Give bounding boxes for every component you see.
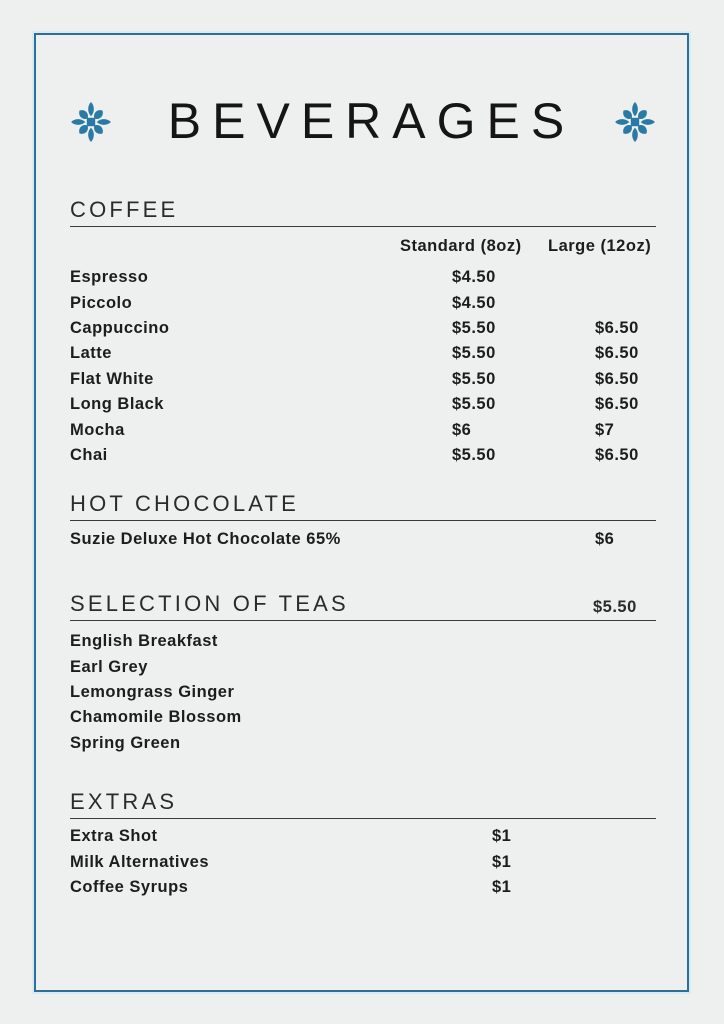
menu-item-row bbox=[70, 265, 656, 290]
menu-header bbox=[70, 94, 656, 149]
price-large: $7 bbox=[595, 420, 615, 439]
menu-item-row bbox=[70, 824, 656, 849]
florette-icon bbox=[70, 101, 112, 143]
price-large: $6.50 bbox=[595, 369, 639, 388]
price-standard: $5.50 bbox=[452, 369, 496, 388]
menu-item-row bbox=[70, 443, 656, 468]
item-name: Flat White bbox=[70, 369, 154, 388]
item-name: Spring Green bbox=[70, 733, 181, 752]
menu-item-row bbox=[70, 680, 656, 705]
price-large: $6.50 bbox=[595, 445, 639, 464]
price-standard: $5.50 bbox=[452, 318, 496, 337]
item-name: Espresso bbox=[70, 268, 149, 287]
menu-item-row bbox=[70, 392, 656, 417]
item-name: Extra Shot bbox=[70, 827, 158, 846]
section-heading bbox=[70, 593, 656, 621]
price-column-headers bbox=[70, 237, 656, 256]
tea-items bbox=[70, 629, 656, 756]
item-name: Mocha bbox=[70, 420, 125, 439]
menu-item-row bbox=[70, 849, 656, 874]
price-extra: $1 bbox=[492, 877, 512, 896]
menu-item-row bbox=[70, 527, 656, 552]
menu-item-row bbox=[70, 731, 656, 756]
menu-item-row bbox=[70, 629, 656, 654]
section-heading: COFFEE bbox=[70, 199, 656, 227]
price-large: $6 bbox=[595, 530, 615, 549]
item-name: English Breakfast bbox=[70, 632, 218, 651]
price-standard: $5.50 bbox=[452, 344, 496, 363]
menu-item-row bbox=[70, 705, 656, 730]
spacer bbox=[70, 237, 400, 256]
item-name: Long Black bbox=[70, 395, 164, 414]
section-coffee bbox=[70, 199, 656, 468]
menu-item-row bbox=[70, 654, 656, 679]
item-name: Earl Grey bbox=[70, 657, 148, 676]
florette-icon bbox=[614, 101, 656, 143]
price-large: $6.50 bbox=[595, 318, 639, 337]
menu-item-row bbox=[70, 316, 656, 341]
item-name: Chamomile Blossom bbox=[70, 708, 242, 727]
price-standard: $6 bbox=[452, 420, 472, 439]
menu-item-row bbox=[70, 367, 656, 392]
section-teas bbox=[70, 593, 656, 756]
price-extra: $1 bbox=[492, 827, 512, 846]
item-name: Suzie Deluxe Hot Chocolate 65% bbox=[70, 530, 341, 549]
item-name: Milk Alternatives bbox=[70, 852, 210, 871]
menu-item-row bbox=[70, 417, 656, 442]
price-standard: $4.50 bbox=[452, 293, 496, 312]
price-large: $6.50 bbox=[595, 344, 639, 363]
column-header-standard: Standard (8oz) bbox=[400, 237, 522, 255]
menu-item-row bbox=[70, 290, 656, 315]
section-extras bbox=[70, 791, 656, 900]
price-standard: $4.50 bbox=[452, 268, 496, 287]
extras-items bbox=[70, 824, 656, 900]
menu-item-row bbox=[70, 341, 656, 366]
price-extra: $1 bbox=[492, 852, 512, 871]
page-title: BEVERAGES bbox=[167, 93, 576, 149]
price-large: $6.50 bbox=[595, 395, 639, 414]
price-teas: $5.50 bbox=[593, 597, 637, 616]
item-name: Chai bbox=[70, 445, 108, 464]
item-name: Lemongrass Ginger bbox=[70, 682, 235, 701]
item-name: Coffee Syrups bbox=[70, 877, 189, 896]
section-hot-chocolate bbox=[70, 493, 656, 552]
item-name: Latte bbox=[70, 344, 112, 363]
coffee-items bbox=[70, 265, 656, 468]
price-standard: $5.50 bbox=[452, 395, 496, 414]
section-heading: EXTRAS bbox=[70, 791, 656, 819]
column-header-large: Large (12oz) bbox=[548, 237, 652, 255]
section-heading-label: SELECTION OF TEAS bbox=[70, 591, 349, 616]
hot-chocolate-items bbox=[70, 527, 656, 552]
section-heading: HOT CHOCOLATE bbox=[70, 493, 656, 521]
item-name: Cappuccino bbox=[70, 318, 170, 337]
item-name: Piccolo bbox=[70, 293, 133, 312]
menu-item-row bbox=[70, 875, 656, 900]
price-standard: $5.50 bbox=[452, 445, 496, 464]
